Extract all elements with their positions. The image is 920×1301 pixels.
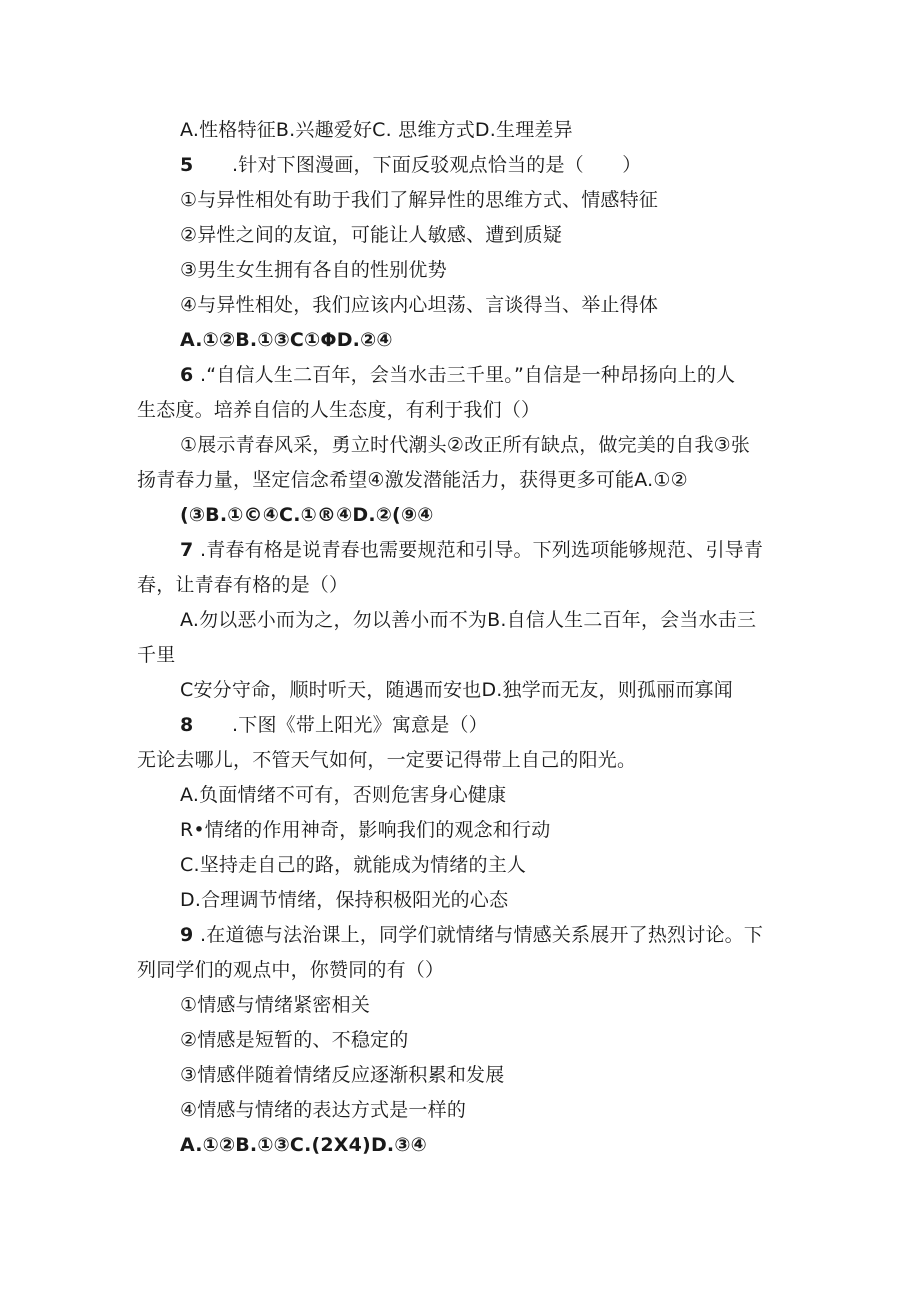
q8-option-d: D.合理调节情绪，保持积极阳光的心态 xyxy=(180,889,509,911)
question-number: 5 xyxy=(180,154,194,176)
q7-options-a-b-continued: 千里 xyxy=(137,644,176,666)
q8-option-c: C.坚持走自己的路，就能成为情绪的主人 xyxy=(180,854,527,876)
q5-answer-options: A.①②B.①③C①ΦD.②④ xyxy=(180,329,393,351)
q5-statement-3: ③男生女生拥有各自的性别优势 xyxy=(180,259,447,281)
q9-stem-continued: 列同学们的观点中，你赞同的有（） xyxy=(137,959,445,981)
q8-caption: 无论去哪儿，不管天气如何，一定要记得带上自己的阳光。 xyxy=(137,749,637,771)
question-6-stem xyxy=(180,363,735,387)
q8-option-a: A.负面情绪不可有，否则危害身心健康 xyxy=(180,784,507,806)
q5-statement-4: ④与异性相处，我们应该内心坦荡、言谈得当、举止得体 xyxy=(180,294,659,316)
question-number: 7 xyxy=(180,539,194,561)
q9-answer-options: A.①②B.①③C.(2X4)D.③④ xyxy=(180,1134,427,1156)
q5-statement-2: ②异性之间的友谊，可能让人敏感、遭到质疑 xyxy=(180,224,563,246)
q7-options-a-b: A.勿以恶小而为之，勿以善小而不为B.自信人生二百年，会当水击三 xyxy=(180,609,757,631)
question-9-stem xyxy=(180,923,763,947)
q9-statement-1: ①情感与情绪紧密相关 xyxy=(180,994,371,1016)
question-5-stem xyxy=(180,153,641,177)
q6-answer-options: (③B.①©④C.①®④D.②(⑨④ xyxy=(180,504,434,526)
q6-stem-continued: 生态度。培养自信的人生态度，有利于我们（） xyxy=(137,399,541,421)
question-text: .下图《带上阳光》寓意是（） xyxy=(232,714,488,736)
question-text: .在道德与法治课上，同学们就情绪与情感关系展开了热烈讨论。下 xyxy=(200,924,764,946)
question-7-stem xyxy=(180,538,763,562)
q7-options-c-d: C安分守命，顺时听天，随遇而安也D.独学而无友，则孤丽而寡闻 xyxy=(180,679,733,701)
q7-stem-continued: 春，让青春有格的是（） xyxy=(137,574,349,596)
question-number: 9 xyxy=(180,924,194,946)
q5-statement-1: ①与异性相处有助于我们了解异性的思维方式、情感特征 xyxy=(180,189,659,211)
question-8-stem xyxy=(180,713,488,737)
q8-option-b: R•情绪的作用神奇，影响我们的观念和行动 xyxy=(180,819,551,841)
q6-statements-line-2: 扬青春力量，坚定信念希望④激发潜能活力，获得更多可能A.①② xyxy=(137,469,688,491)
q9-statement-4: ④情感与情绪的表达方式是一样的 xyxy=(180,1099,467,1121)
q6-statements-line-1: ①展示青春风采，勇立时代潮头②改正所有缺点，做完美的自我③张 xyxy=(180,434,751,456)
q4-answer-options: A.性格特征B.兴趣爱好C. 思维方式D.生理差异 xyxy=(180,119,573,141)
question-number: 8 xyxy=(180,714,194,736)
q9-statement-3: ③情感伴随着情绪反应逐渐积累和发展 xyxy=(180,1064,505,1086)
q9-statement-2: ②情感是短暂的、不稳定的 xyxy=(180,1029,409,1051)
question-text: .青春有格是说青春也需要规范和引导。下列选项能够规范、引导青 xyxy=(200,539,764,561)
question-number: 6 xyxy=(180,364,194,386)
question-text: .“自信人生二百年，会当水击三千里。”自信是一种昂扬向上的人 xyxy=(200,364,736,386)
question-text: .针对下图漫画，下面反驳观点恰当的是（ ） xyxy=(232,154,642,176)
